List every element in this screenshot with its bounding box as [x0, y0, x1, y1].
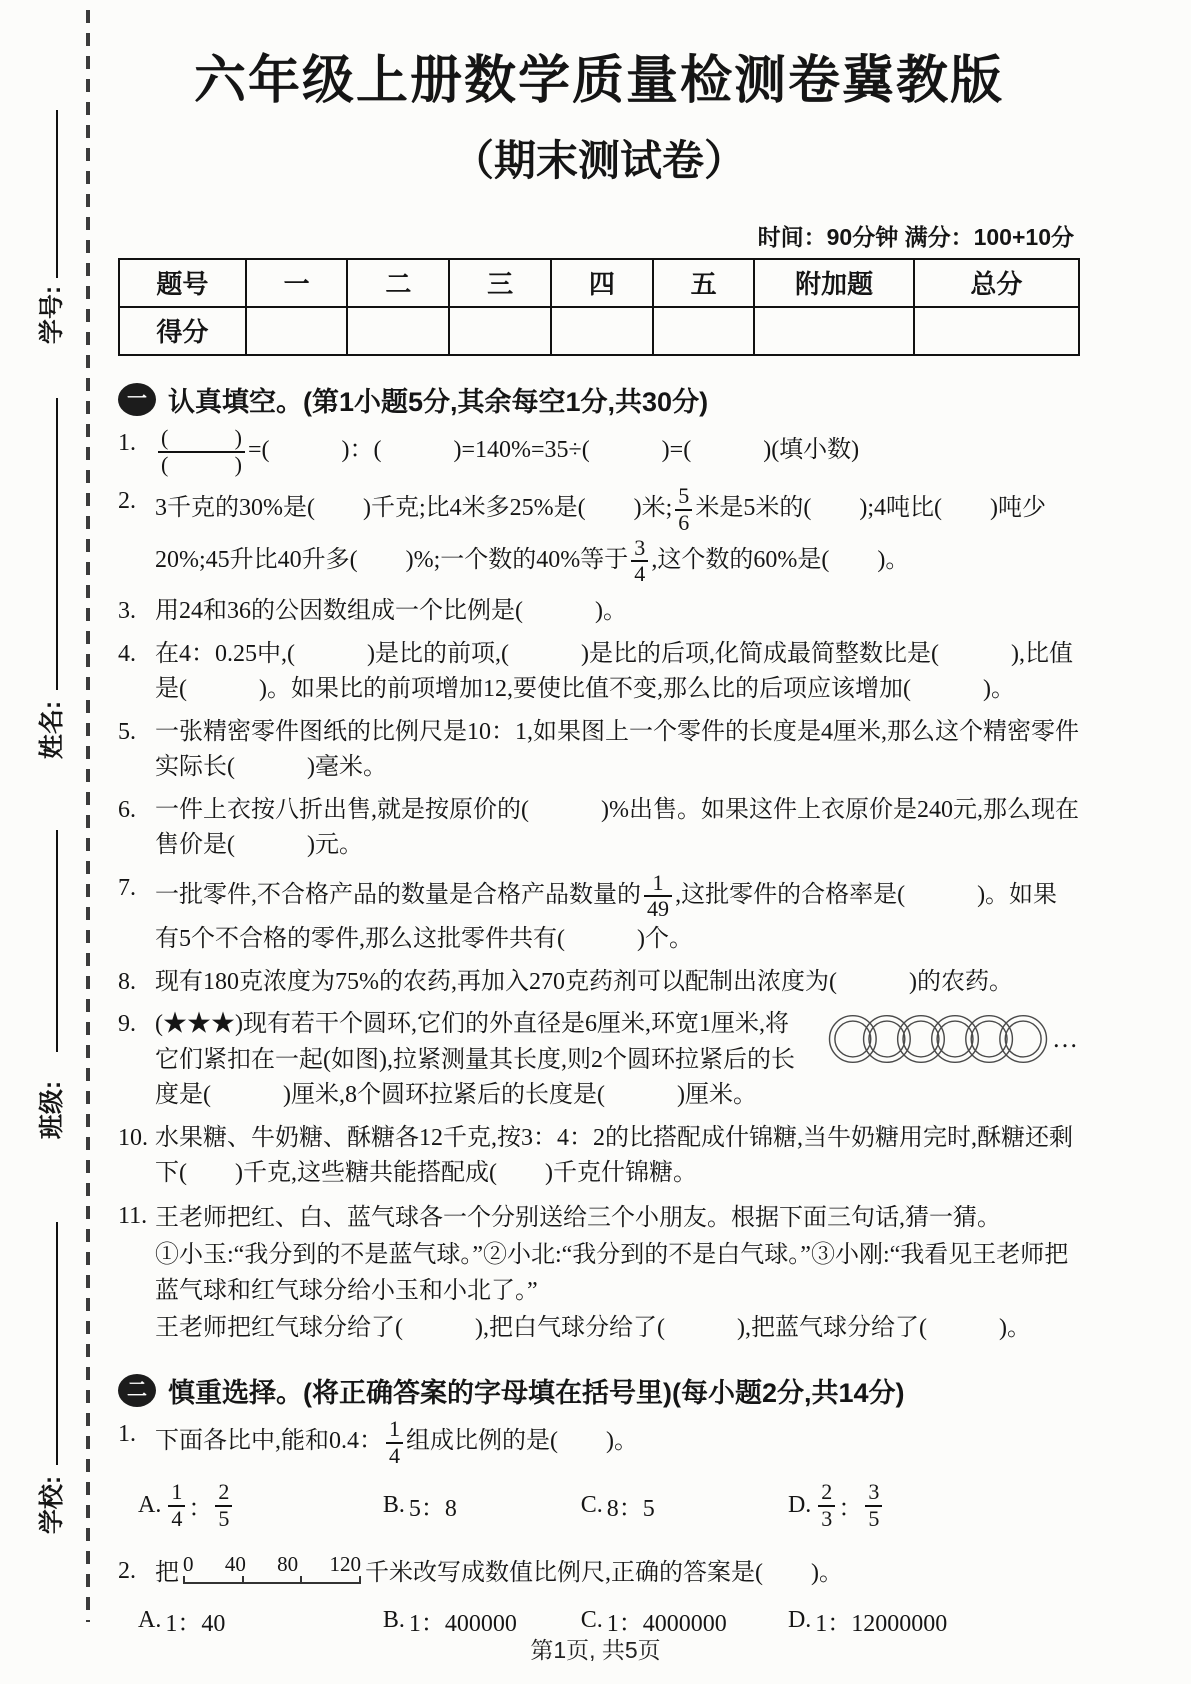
fraction-1-4: $\frac{1}{4}$ — [168, 1480, 185, 1531]
question-number: 9. — [118, 1011, 136, 1038]
question-text: 用24和36的公因数组成一个比例是( )。 — [155, 598, 627, 625]
section2-question-2 — [118, 1551, 1080, 1592]
fraction-1-4: $\frac{1}{4}$ — [386, 1417, 403, 1468]
question-text: $\frac{( )}{( )}$ =( )：( )=140%=35÷( )=( )(填小数) — [155, 426, 1080, 477]
rings-image — [827, 1013, 1049, 1065]
question-8 — [118, 965, 1080, 1001]
option-d: D. $\frac{2}{3}$ ： $\frac{3}{5}$ — [788, 1480, 1080, 1531]
name-write-line — [56, 398, 58, 690]
score-empty-cell — [347, 307, 449, 355]
option-b: B. 1：400000 — [382, 1607, 517, 1638]
question-number: 5. — [118, 718, 136, 745]
fraction-5-6: $\frac{5}{6}$ — [675, 484, 692, 535]
score-header-cell: 三 — [449, 259, 551, 307]
student-id-label: 学号: — [38, 285, 66, 345]
question-11 — [118, 1199, 1080, 1347]
score-empty-cell — [551, 307, 653, 355]
score-empty-cell — [449, 307, 551, 355]
score-row-label: 得分 — [119, 307, 246, 355]
score-header-cell: 五 — [653, 259, 755, 307]
question-6 — [118, 793, 1080, 864]
question-number: 1. — [118, 1420, 136, 1447]
exam-subtitle: （期末测试卷） — [451, 137, 746, 185]
score-header-cell: 四 — [551, 259, 653, 307]
interlocking-rings-diagram — [827, 1013, 1080, 1065]
class-label: 班级: — [38, 1080, 66, 1140]
question-1 — [118, 426, 1080, 477]
fraction-blank: $\frac{( )}{( )}$ — [158, 426, 245, 477]
question-text: 下面各比中,能和0.4： $\frac{1}{4}$ 组成比例的是( )。 — [155, 1415, 639, 1468]
score-table-header-row — [119, 259, 1079, 307]
name-label: 姓名: — [38, 700, 66, 760]
question-number: 1. — [118, 429, 136, 456]
fraction-1-49: $\frac{1}{49}$ — [644, 871, 672, 922]
score-table-score-row — [119, 307, 1079, 355]
section-1-title: 认真填空。(第1小题5分,其余每空1分,共30分) — [168, 386, 709, 417]
question-11-answer: 王老师把红气球分给了( ),把白气球分给了( ),把蓝气球分给了( )。 — [155, 1315, 1031, 1342]
map-scale-bar — [183, 1551, 361, 1584]
score-header-cell: 二 — [347, 259, 449, 307]
question-number: 8. — [118, 968, 136, 995]
score-header-cell: 题号 — [119, 259, 246, 307]
question-text: 把 0 40 80 120 千米改写成数值比例尺,正确的答案是( )。 — [155, 1551, 843, 1586]
option-c: C. 1：4000000 — [580, 1607, 727, 1638]
score-empty-cell — [246, 307, 348, 355]
question-number: 4. — [118, 640, 136, 667]
section-2-header — [118, 1371, 1080, 1410]
fraction-3-4: $\frac{3}{4}$ — [631, 536, 648, 587]
school-label: 学校: — [38, 1475, 66, 1535]
question-text: 一件上衣按八折出售,就是按原价的( )%出售。如果这件上衣原价是240元,那么现在售价是( )元。 — [155, 796, 1079, 859]
score-header-cell: 一 — [246, 259, 348, 307]
option-a: A. 1：40 — [138, 1607, 226, 1638]
score-empty-cell — [754, 307, 913, 355]
question-number: 7. — [118, 874, 136, 901]
fraction-3-5: $\frac{3}{5}$ — [865, 1480, 882, 1531]
score-table — [118, 258, 1080, 356]
section2-question-1-options — [138, 1480, 1080, 1531]
question-7 — [118, 871, 1080, 958]
question-11-intro: 王老师把红、白、蓝气球各一个分别送给三个小朋友。根据下面三句话,猜一猜。 — [155, 1204, 1001, 1231]
student-id-write-line — [56, 110, 58, 278]
question-3 — [118, 594, 1080, 630]
binding-dashed-line — [86, 10, 90, 1622]
question-text: 一张精密零件图纸的比例尺是10：1,如果图上一个零件的长度是4厘米,那么这个精密零件实际长( )毫米。 — [155, 718, 1079, 781]
question-4 — [118, 637, 1080, 708]
exam-title: 六年级上册数学质量检测卷冀教版 — [193, 52, 1004, 110]
question-5 — [118, 715, 1080, 786]
section-2-badge: 二 — [118, 1374, 156, 1407]
option-a: A. $\frac{1}{4}$ ： $\frac{2}{5}$ — [138, 1480, 383, 1531]
question-10 — [118, 1121, 1080, 1192]
section-2-title: 慎重选择。(将正确答案的字母填在括号里)(每小题2分,共14分) — [168, 1377, 905, 1408]
rings-ellipsis: … — [1052, 1023, 1080, 1053]
question-text: 现有180克浓度为75%的农药,再加入270克药剂可以配制出浓度为( )的农药。 — [155, 968, 1013, 995]
main-column — [118, 0, 1080, 1638]
option-c: C. 8：5 — [580, 1492, 655, 1523]
question-text: 水果糖、牛奶糖、酥糖各12千克,按3：4：2的比搭配成什锦糖,当牛奶糖用完时,酥糖还剩下( )千克,这些糖共能搭配成( )千克什锦糖。 — [155, 1124, 1073, 1187]
school-write-line — [56, 1222, 58, 1465]
score-empty-cell — [653, 307, 755, 355]
question-text: 3千克的30%是( )千克;比4米多25%是( )米; $\frac{5}{6}$ 米是5米的( );4吨比( )吨少20%;45升比40升多( )%;一个数的40%等于 $\frac{3}{4}$ ,这个数的60%是( )。 — [155, 483, 1046, 587]
question-number: 2. — [118, 1557, 136, 1584]
question-9 — [118, 1007, 1080, 1114]
option-d: D. 1：12000000 — [787, 1607, 948, 1638]
scale-bar-ruler — [183, 1576, 361, 1584]
option-b: B. 5：8 — [382, 1492, 457, 1523]
section2-question-1 — [118, 1417, 1080, 1468]
question-number: 10. — [118, 1124, 148, 1151]
section-1-header — [118, 380, 1080, 419]
question-2 — [118, 484, 1080, 587]
question-text: 在4：0.25中,( )是比的前项,( )是比的后项,化简成最简整数比是( ),比值是( )。如果比的前项增加12,要使比值不变,那么比的后项应该增加( )。 — [155, 640, 1073, 703]
fraction-2-5: $\frac{2}{5}$ — [215, 1480, 232, 1531]
class-write-line — [56, 830, 58, 1052]
question-number: 2. — [118, 488, 136, 515]
page-footer: 第1页, 共5页 — [530, 1637, 661, 1663]
score-empty-cell — [914, 307, 1079, 355]
question-number: 11. — [118, 1202, 148, 1229]
score-header-cell: 附加题 — [754, 259, 913, 307]
section-1-badge: 一 — [118, 383, 156, 416]
question-11-clues: ①小玉:“我分到的不是蓝气球。”②小北:“我分到的不是白气球。”③小刚:“我看见王老师把蓝气球和红气球分给小玉和小北了。” — [155, 1242, 1069, 1304]
question-text — [155, 1199, 1080, 1347]
question-text: … (★★★)现有若干个圆环,它们的外直径是6厘米,环宽1厘米,将它们紧扣在一起(如图),拉紧测量其长度,则2个圆环拉紧后的长度是( )厘米,8个圆环拉紧后的长度是( )厘米。 — [155, 1011, 1080, 1109]
fraction-2-3: $\frac{2}{3}$ — [818, 1480, 835, 1531]
score-header-cell: 总分 — [914, 259, 1079, 307]
question-text: 一批零件,不合格产品的数量是合格产品数量的 $\frac{1}{49}$ ,这批零件的合格率是( )。如果有5个不合格的零件,那么这批零件共有( )个。 — [155, 869, 1058, 953]
question-number: 6. — [118, 796, 136, 823]
question-number: 3. — [118, 598, 136, 625]
scale-bar-numbers: 0 40 80 120 — [183, 1551, 361, 1576]
exam-time-score-info: 时间：90分钟 满分：100+10分 — [757, 223, 1074, 250]
